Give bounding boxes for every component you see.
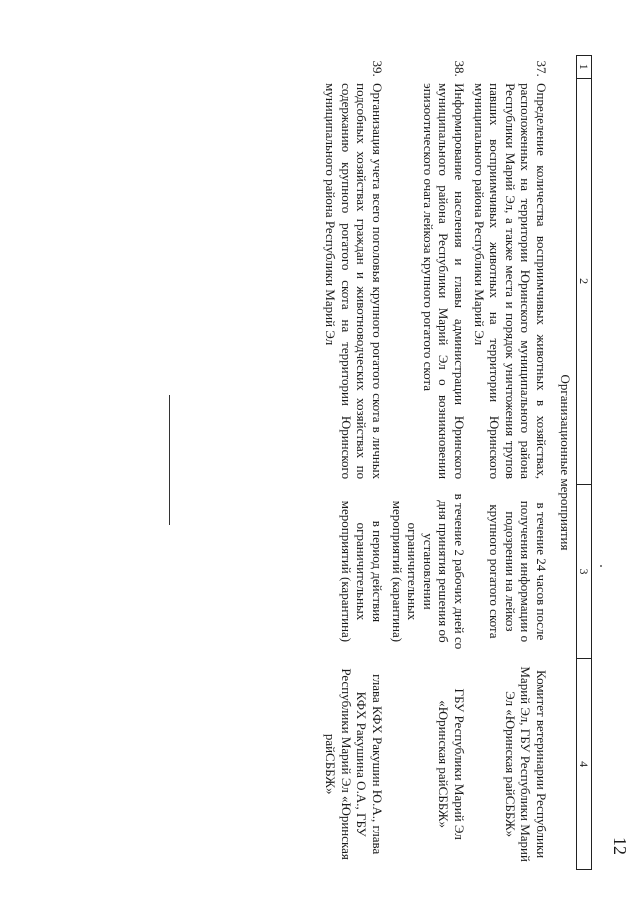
measures-table xyxy=(321,55,592,870)
row-number: 38. xyxy=(452,60,468,77)
term-text: в течение 2 рабочих дней со дня принятия решения об установлении ограничительных мероприятий (карантина) xyxy=(389,493,468,650)
section-title-row xyxy=(551,56,576,870)
measure-text: Информирование населения и главы администрации Юринского муниципального района Республики Марий Эл о возникновении эпизоотического очага лейкоза крупного рогатого скота xyxy=(420,83,468,480)
measure-text: Организация учета всего поголовья крупного рогатого скота в личных подсобных хозяйствах граждан и животноводческих хозяйствах по содержанию крупного рогатого скота на территории Юринского муниципального района Республики Марий Эл xyxy=(323,83,386,480)
table-row xyxy=(321,56,387,870)
responsible-text: Комитет ветеринарии Республики Марий Эл, ГБУ Республики Марий Эл «Юринская райСББЖ» xyxy=(502,666,550,862)
responsible-text: ГБУ Республики Марий Эл «Юринская райСББЖ» xyxy=(436,688,468,840)
term-text: в течение 24 часов после получения информации о подозрении на лейкоз крупного рогатого скота xyxy=(487,500,550,643)
column-number-2: 2 xyxy=(576,78,591,484)
responsible-text: глава КФХ Ракушин Ю.А., глава КФХ Ракушина О.А., ГБУ Республики Марий Эл «Юринская райСББЖ» xyxy=(323,668,386,860)
column-number-4: 4 xyxy=(576,659,591,870)
section-title: Организационные мероприятия xyxy=(557,374,573,551)
table-row xyxy=(387,56,469,870)
row-number: 37. xyxy=(534,60,550,77)
measure-text: Определение количества восприимчивых животных в хозяйствах, расположенных на территории Юринского муниципального района Республики Марий Эл, а также места и порядок уничтожения трупов павших восприимчивых животных на территории Юринского муниципального района Республики Марий Эл xyxy=(471,83,550,480)
end-divider-line xyxy=(169,395,170,525)
row-number: 39. xyxy=(370,60,386,77)
table-row xyxy=(469,56,551,870)
column-number-3: 3 xyxy=(576,484,591,659)
term-text: в период действия ограничительных мероприятий (карантина) xyxy=(338,500,386,643)
column-number-row xyxy=(576,56,591,870)
page-number: 12 xyxy=(610,837,630,855)
scan-speck xyxy=(600,565,602,567)
column-number-1: 1 xyxy=(576,56,591,79)
